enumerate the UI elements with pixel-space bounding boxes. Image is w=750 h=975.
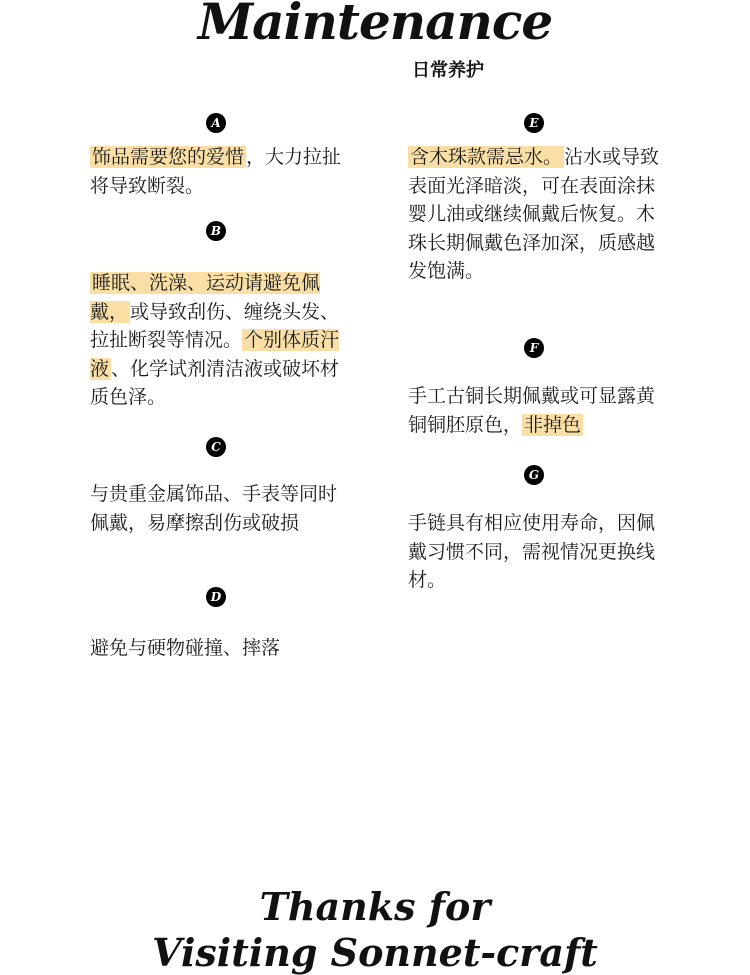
section-c-text: 与贵重金属饰品、手表等同时佩戴，易摩擦刮伤或破损 [90, 483, 338, 534]
section-c-badge: C [206, 437, 226, 457]
section-b-body-1: 或导致刮伤、缠绕头发、拉扯断裂等情况。 [90, 300, 340, 351]
section-e-highlight: 含木珠款需忌水。 [410, 146, 563, 168]
section-e-text [408, 143, 670, 286]
section-d-text: 避免与硬物碰撞、摔落 [90, 637, 281, 659]
page-title: Maintenance [197, 0, 553, 51]
section-d-badge: D [206, 587, 226, 607]
section-g-text: 手链具有相应使用寿命，因佩戴习惯不同，需视情况更换线材。 [408, 512, 656, 591]
section-b-text [90, 269, 352, 412]
section-b-highlight-1: 睡眠、洗澡、运动请避免佩戴， [90, 272, 321, 323]
section-b-body-2: 、化学试剂清洁液或破坏材质色泽。 [90, 357, 340, 408]
section-e-body: 沾水或导致表面光泽暗淡，可在表面涂抹婴儿油或继续佩戴后恢复。木珠长期佩戴色泽加深，质感越发饱满。 [408, 146, 660, 282]
page-subtitle: 日常养护 [412, 60, 484, 81]
section-f-highlight: 非掉色 [524, 413, 582, 436]
section-a-badge: A [206, 113, 226, 133]
section-b-highlight-2: 个别体质汗液 [90, 329, 340, 380]
section-f-text [408, 382, 670, 439]
section-e-badge: E [524, 113, 544, 133]
section-f-body: 手工古铜长期佩戴或可显露黄铜铜胚原色， [408, 385, 656, 436]
section-a-text [90, 143, 352, 200]
footer-thanks-line-2: Visiting Sonnet-craft [152, 930, 598, 975]
section-b-badge: B [206, 221, 226, 241]
section-a-highlight: 饰品需要您的爱惜 [92, 146, 245, 168]
section-g-badge: G [524, 465, 544, 485]
section-a-body: ，大力拉扯将导致断裂。 [90, 146, 342, 197]
footer-thanks-line-1: Thanks for [259, 884, 491, 929]
section-f-badge: F [524, 338, 544, 358]
